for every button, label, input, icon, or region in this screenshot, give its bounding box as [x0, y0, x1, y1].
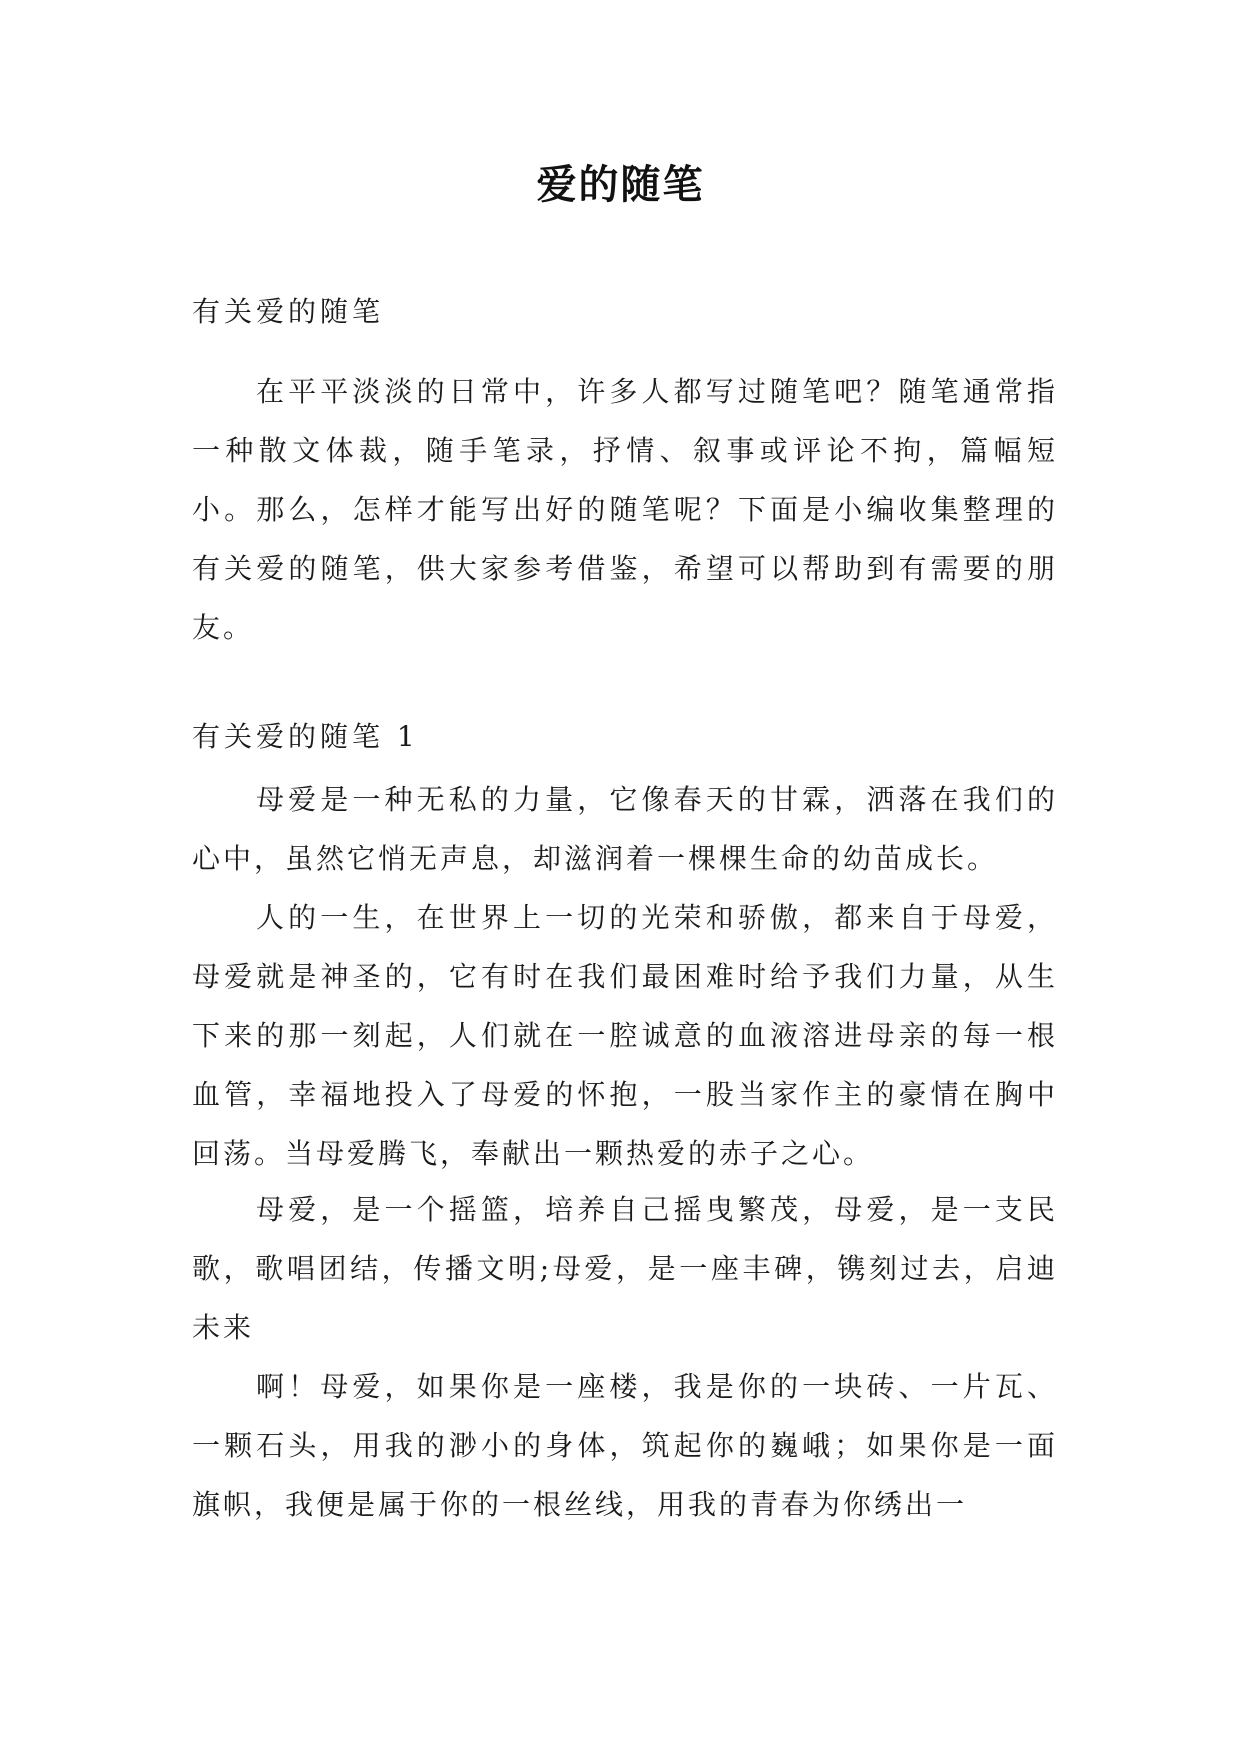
- body-paragraph-1: 母爱是一种无私的力量，它像春天的甘霖，洒落在我们的心中，虽然它悄无声息，却滋润着一棵棵生命的幼苗成长。: [192, 783, 1058, 875]
- intro-paragraph: 在平平淡淡的日常中，许多人都写过随笔吧？随笔通常指一种散文体裁，随手笔录，抒情、叙事或评论不拘，篇幅短小。那么，怎样才能写出好的随笔呢？下面是小编收集整理的有关爱的随笔，供大家参考借鉴，希望可以帮助到有需要的朋友。: [192, 375, 1058, 644]
- page-title: 爱的随笔: [536, 162, 705, 208]
- section-heading: 有关爱的随笔 1: [192, 720, 419, 753]
- body-paragraph-3: 母爱，是一个摇篮，培养自己摇曳繁茂，母爱，是一支民歌，歌唱团结，传播文明;母爱，是一座丰碑，镌刻过去，启迪未来: [192, 1193, 1058, 1344]
- body-paragraph-2: 人的一生，在世界上一切的光荣和骄傲，都来自于母爱，母爱就是神圣的，它有时在我们最困难时给予我们力量，从生下来的那一刻起，人们就在一腔诚意的血液溶进母亲的每一根血管，幸福地投入了母爱的怀抱，一股当家作主的豪情在胸中回荡。当母爱腾飞，奉献出一颗热爱的赤子之心。: [192, 901, 1058, 1170]
- body-paragraph-4: 啊！母爱，如果你是一座楼，我是你的一块砖、一片瓦、一颗石头，用我的渺小的身体，筑起你的巍峨；如果你是一面旗帜，我便是属于你的一根丝线，用我的青春为你绣出一: [192, 1370, 1058, 1521]
- document-subtitle: 有关爱的随笔: [192, 295, 385, 328]
